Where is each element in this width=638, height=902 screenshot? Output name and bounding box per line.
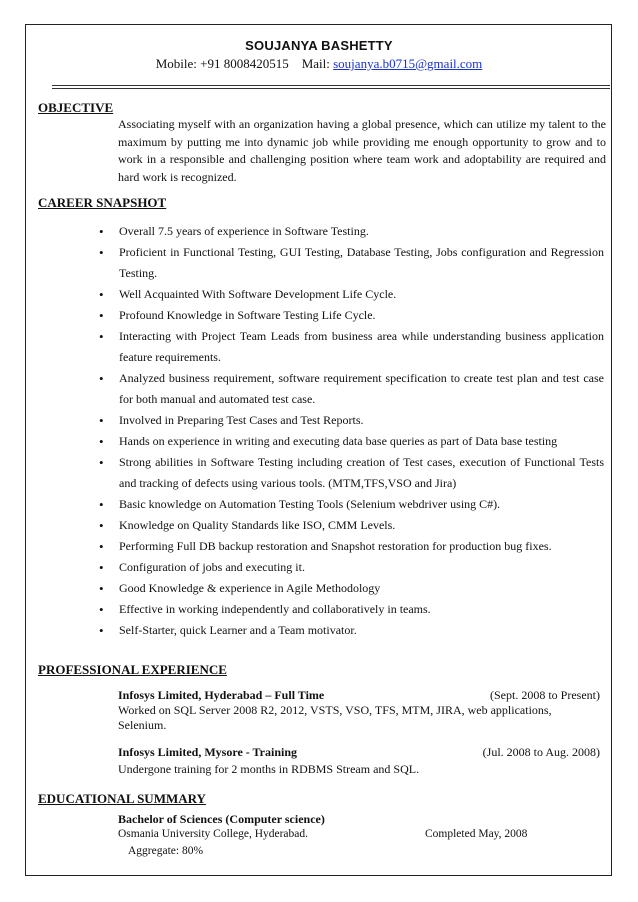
career-item: • Well Acquainted With Software Development Life Cycle. — [98, 284, 604, 305]
career-item: • Configuration of jobs and executing it. — [98, 557, 604, 578]
email-link[interactable]: soujanya.b0715@gmail.com — [333, 56, 483, 71]
mobile-number: +91 8008420515 — [200, 56, 289, 71]
career-item: • Strong abilities in Software Testing including creation of Test cases, execution of Functional Tests and tracking of defects using various tools. (MTM,TFS,VSO and Jira) — [98, 452, 604, 494]
career-item: • Self-Starter, quick Learner and a Team motivator. — [98, 620, 604, 641]
career-item: • Overall 7.5 years of experience in Software Testing. — [98, 221, 604, 242]
experience-heading: PROFESSIONAL EXPERIENCE — [38, 662, 227, 677]
job-dates: (Jul. 2008 to Aug. 2008) — [482, 745, 600, 759]
candidate-name: SOUJANYA BASHETTY — [245, 38, 393, 53]
education-heading: EDUCATIONAL SUMMARY — [38, 791, 206, 806]
career-item: • Involved in Preparing Test Cases and Test Reports. — [98, 410, 604, 431]
career-heading: CAREER SNAPSHOT — [38, 195, 167, 210]
job-entry — [118, 745, 600, 777]
degree: Bachelor of Sciences (Computer science) — [118, 812, 325, 826]
career-item: • Knowledge on Quality Standards like ISO, CMM Levels. — [98, 515, 604, 536]
job-company: Infosys Limited, Hyderabad – Full Time — [118, 688, 325, 702]
job-company: Infosys Limited, Mysore - Training — [118, 745, 298, 759]
career-item: • Interacting with Project Team Leads from business area while understanding business application feature requirements. — [98, 326, 604, 368]
job-description: Worked on SQL Server 2008 R2, 2012, VSTS, VSO, TFS, MTM, JIRA, web applications, Selenium. — [118, 703, 552, 732]
career-item: • Performing Full DB backup restoration and Snapshot restoration for production bug fixes. — [98, 536, 604, 557]
career-item: • Hands on experience in writing and executing data base queries as part of Data base testing — [98, 431, 604, 452]
college: Osmania University College, Hyderabad. — [118, 828, 309, 840]
header-rule-top — [52, 85, 610, 86]
objective-text: Associating myself with an organization having a global presence, which can utilize my talent to the maximum by putting me into dynamic job while providing me enough opportunity to grow and to work in a responsible and challenging position where team work and adoptability are required and hard work is recognized. — [118, 117, 606, 184]
mail-label: Mail: — [301, 56, 330, 71]
objective-heading: OBJECTIVE — [38, 100, 114, 115]
career-item: • Profound Knowledge in Software Testing Life Cycle. — [98, 305, 604, 326]
career-item: • Analyzed business requirement, software requirement specification to create test plan and test case for both manual and automated test case. — [98, 368, 604, 410]
job-dates: (Sept. 2008 to Present) — [490, 688, 600, 702]
aggregate: Aggregate: 80% — [128, 845, 204, 857]
career-list — [98, 221, 604, 641]
mobile-label: Mobile: — [155, 56, 197, 71]
career-item: • Basic knowledge on Automation Testing Tools (Selenium webdriver using C#). — [98, 494, 604, 515]
education-entry — [118, 812, 600, 857]
contact-line — [0, 56, 638, 72]
job-entry — [118, 688, 600, 733]
career-item: • Proficient in Functional Testing, GUI Testing, Database Testing, Jobs configuration and Regression Testing. — [98, 242, 604, 284]
completion-date: Completed May, 2008 — [425, 828, 528, 840]
career-item: • Good Knowledge & experience in Agile Methodology — [98, 578, 604, 599]
career-item: • Effective in working independently and collaboratively in teams. — [98, 599, 604, 620]
header-rule-bottom — [52, 88, 610, 89]
job-description: Undergone training for 2 months in RDBMS Stream and SQL. — [118, 762, 420, 776]
